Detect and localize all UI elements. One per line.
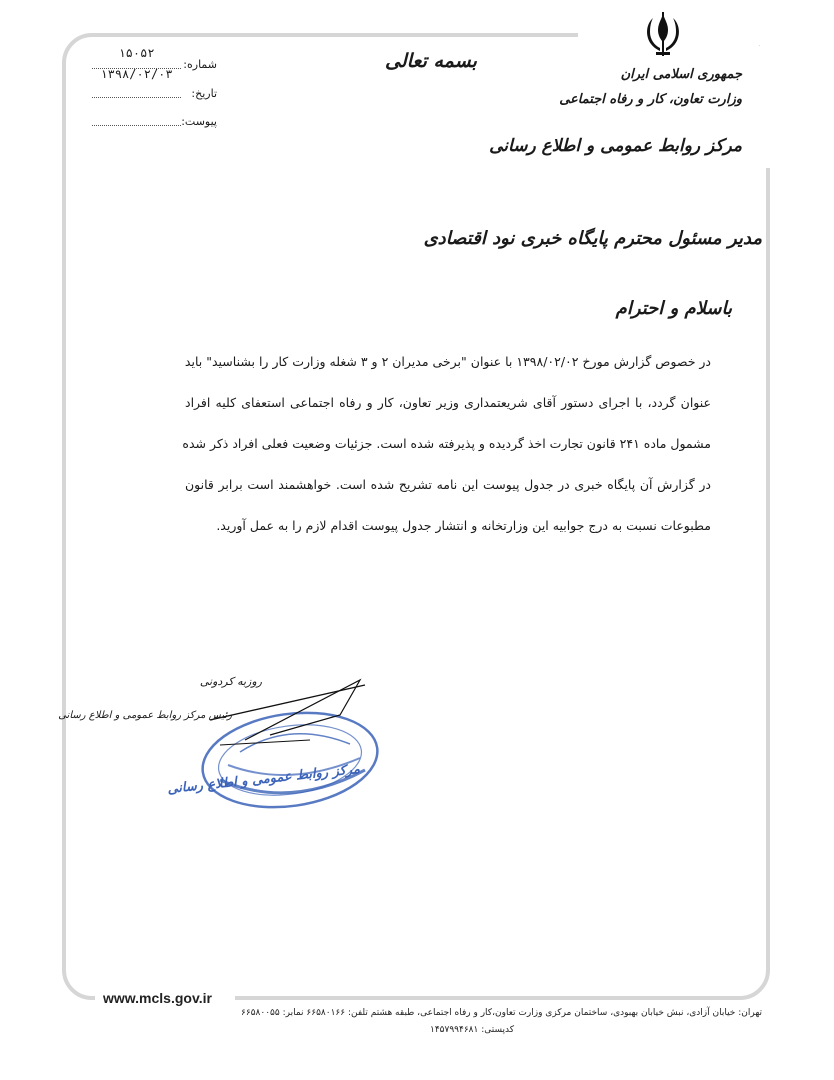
body-line-5: مطبوعات نسبت به درج جوابیه این وزارتخانه و انتشار جدول پیوست اقدام لازم را به عمل آورید. [216,518,711,533]
meta-number-label: شماره: [183,58,217,71]
iran-emblem-icon [636,10,690,60]
header-office: مرکز روابط عمومی و اطلاع رسانی [489,136,742,156]
footer-address: تهران: خیابان آزادی، نبش خیابان بهبودی، ساختمان مرکزی وزارت تعاون،کار و رفاه اجتماعی، طبقه هشتم تلفن: ۶۶۵۸۰۱۶۶ نمابر: ۶۶۵۸۰۰۵۵ [241,1008,762,1018]
frame-gap-right [760,28,780,168]
header-country: جمهوری اسلامی ایران [620,67,742,82]
meta-date-value: ۱۳۹۸/۰۲/۰۳ [100,67,173,81]
official-stamp [150,660,410,840]
letter-body [182,347,711,552]
meta-date [92,67,217,103]
body-line-1: در خصوص گزارش مورخ ۱۳۹۸/۰۲/۰۲ با عنوان "برخی مدیران ۲ و ۳ شغله وزارت کار را بشناسید" باید [184,354,711,369]
body-line-4: در گزارش آن پایگاه خبری در جدول پیوست این نامه تشریح شده است. خواهشمند است برابر قانون [185,477,711,492]
footer-website: www.mcls.gov.ir [103,990,212,1006]
meta-attachment-label: پیوست: [181,115,217,128]
footer-postal-code: کدپستی: ۱۴۵۷۹۹۴۶۸۱ [430,1025,514,1035]
signature-block [58,660,410,840]
meta-attachment-dots [92,125,181,126]
meta-number-value: ۱۵۰۵۲ [118,46,155,60]
meta-attachment [92,113,217,131]
letter-addressee: مدیر مسئول محترم پایگاه خبری نود اقتصادی [423,228,762,249]
meta-date-label: تاریخ: [191,87,217,100]
stamp-text: مرکز روابط عمومی و اطلاع رسانی [166,761,361,798]
letter-greeting: باسلام و احترام [615,298,732,319]
bismillah: بسمه تعالی [385,50,477,72]
body-line-2: عنوان گردد، با اجرای دستور آقای شریعتمداری وزیر تعاون، کار و رفاه اجتماعی استعفای کلیه افراد [185,395,711,410]
signer-title: رئیس مرکز روابط عمومی و اطلاع رسانی [58,710,232,721]
signer-name: روزبه کردونی [199,675,262,688]
header-ministry: وزارت تعاون، کار و رفاه اجتماعی [559,92,742,107]
meta-date-dots [92,97,181,98]
body-line-3: مشمول ماده ۲۴۱ قانون تجارت اخذ گردیده و پذیرفته شده است. جزئیات وضعیت فعلی افراد ذکر شده [182,436,711,451]
